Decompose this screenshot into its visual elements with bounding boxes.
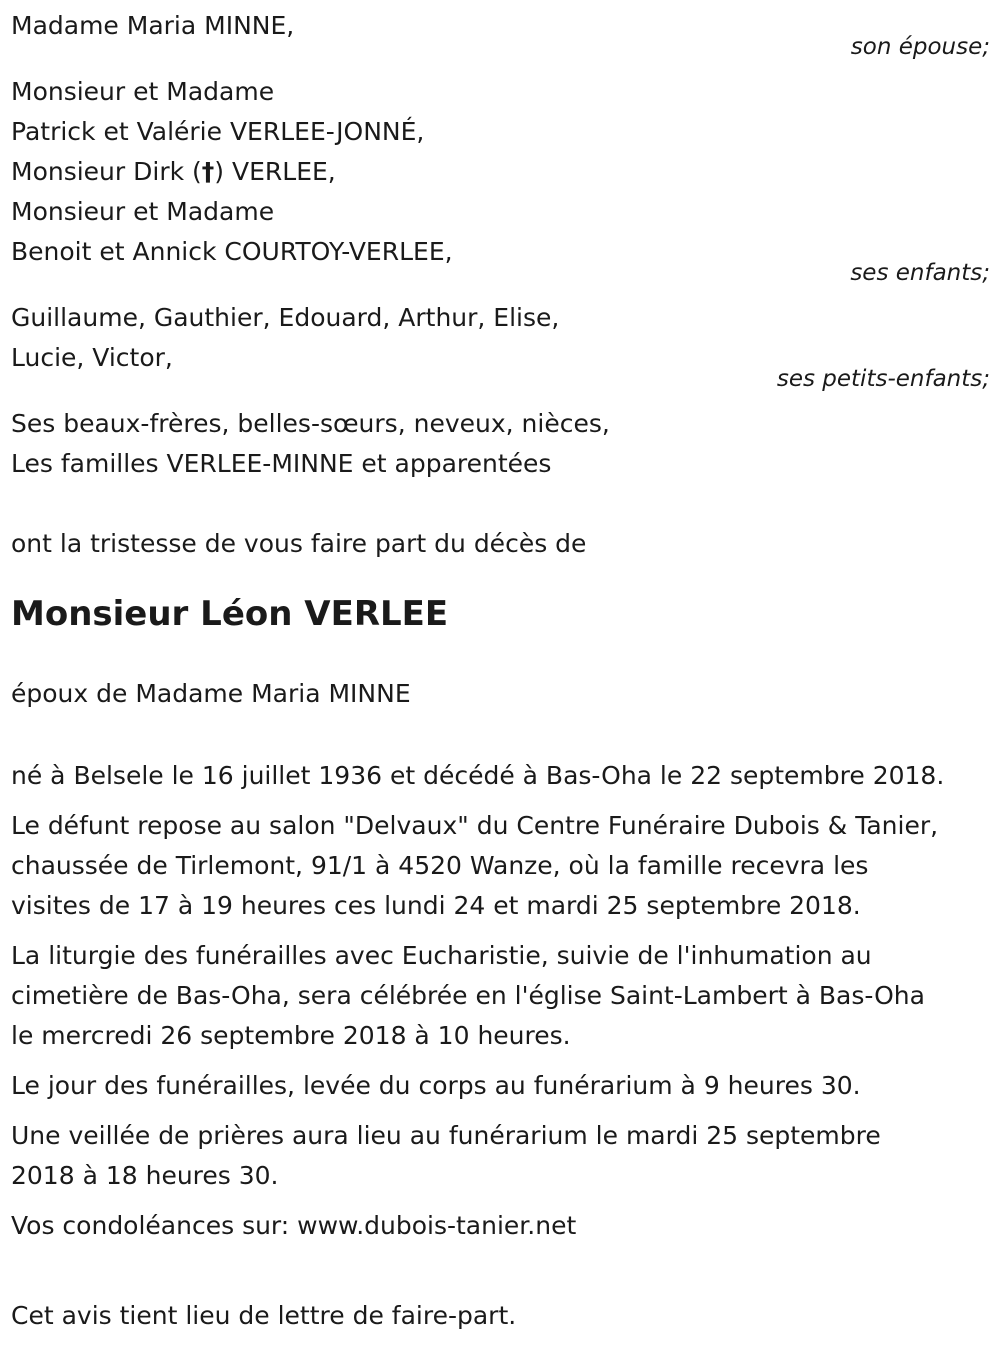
children-block	[11, 72, 990, 288]
paragraph-line: visites de 17 à 19 heures ces lundi 24 et mardi 25 septembre 2018.	[11, 891, 861, 920]
spacer	[11, 1256, 990, 1296]
vigil-paragraph	[11, 1116, 990, 1196]
grandchildren-relation: ses petits-enfants;	[776, 366, 990, 392]
paragraph-line: chaussée de Tirlemont, 91/1 à 4520 Wanze, où la famille recevra les	[11, 851, 869, 880]
paragraph-line: La liturgie des funérailles avec Eucharistie, suivie de l'inhumation au	[11, 941, 872, 970]
visitation-paragraph	[11, 806, 990, 926]
spacer	[11, 714, 990, 756]
children-line	[11, 152, 990, 192]
children-relation: ses enfants;	[850, 260, 990, 286]
grandchildren-block	[11, 298, 990, 394]
paragraph-line: né à Belsele le 16 juillet 1936 et décédé à Bas-Oha le 22 septembre 2018.	[11, 761, 945, 790]
deceased-name: Monsieur Léon VERLEE	[11, 594, 449, 634]
paragraph-line: 2018 à 18 heures 30.	[11, 1161, 279, 1190]
paragraph-line: le mercredi 26 septembre 2018 à 10 heures.	[11, 1021, 571, 1050]
extended-family-line: Les familles VERLEE-MINNE et apparentées	[11, 449, 552, 478]
children-line: Monsieur et Madame	[11, 77, 275, 106]
children-line: Patrick et Valérie VERLEE-JONNÉ,	[11, 117, 425, 146]
condolences-paragraph	[11, 1206, 990, 1246]
paragraph-line: cimetière de Bas-Oha, sera célébrée en l'église Saint-Lambert à Bas-Oha	[11, 981, 925, 1010]
spacer	[11, 484, 990, 524]
spouse-block	[11, 6, 990, 62]
spouse-name: Madame Maria MINNE,	[11, 11, 295, 40]
funeral-day-paragraph	[11, 1066, 990, 1106]
condolences-line: Vos condoléances sur: www.dubois-tanier.net	[11, 1211, 577, 1240]
announcement: ont la tristesse de vous faire part du décès de	[11, 529, 587, 558]
spouse-of: époux de Madame Maria MINNE	[11, 679, 411, 708]
children-line-part: ) VERLEE,	[214, 157, 336, 186]
closing-note: Cet avis tient lieu de lettre de faire-part.	[11, 1301, 517, 1330]
children-line: Monsieur et Madame	[11, 197, 275, 226]
paragraph-line: Une veillée de prières aura lieu au funérarium le mardi 25 septembre	[11, 1121, 881, 1150]
paragraph-line: Le défunt repose au salon "Delvaux" du Centre Funéraire Dubois & Tanier,	[11, 811, 939, 840]
extended-family-block	[11, 404, 990, 484]
paragraph-line: Le jour des funérailles, levée du corps au funérarium à 9 heures 30.	[11, 1071, 861, 1100]
grandchildren-line: Lucie, Victor,	[11, 343, 173, 372]
children-line: Benoit et Annick COURTOY-VERLEE,	[11, 237, 453, 266]
liturgy-paragraph	[11, 936, 990, 1056]
deceased-cross-icon: †	[201, 157, 215, 186]
extended-family-line: Ses beaux-frères, belles-sœurs, neveux, nièces,	[11, 409, 610, 438]
spouse-relation: son épouse;	[850, 34, 990, 60]
grandchildren-line: Guillaume, Gauthier, Edouard, Arthur, Elise,	[11, 303, 560, 332]
birth-death-paragraph	[11, 756, 990, 796]
children-line-part: Monsieur Dirk (	[11, 157, 202, 186]
